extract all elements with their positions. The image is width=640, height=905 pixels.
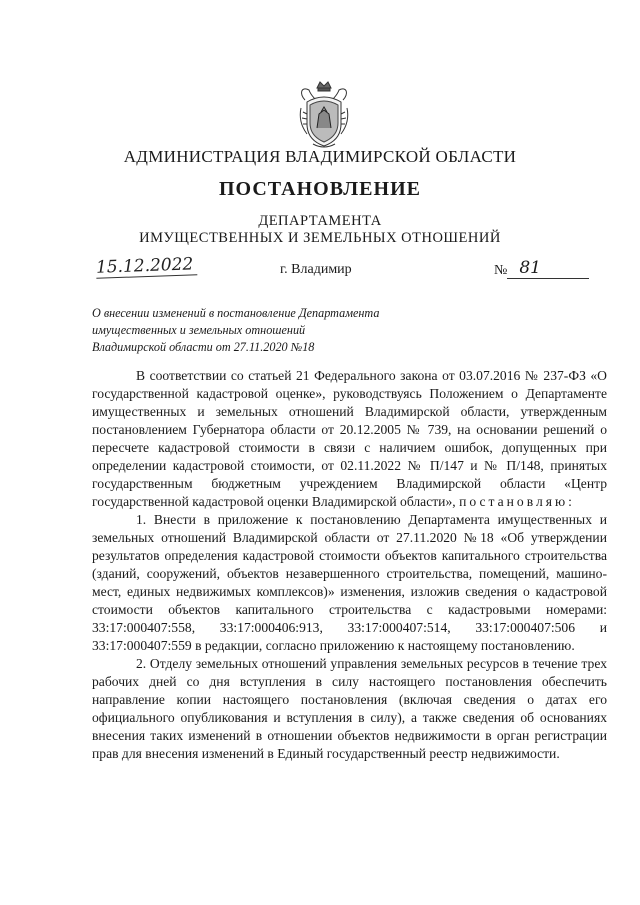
document-subject (92, 305, 412, 356)
document-body (92, 367, 607, 763)
number-sign: № (494, 263, 508, 278)
city-label: г. Владимир (280, 262, 352, 277)
handwritten-date: 15.12.2022 (96, 254, 198, 279)
resolve-word: постановляю: (459, 494, 575, 509)
preamble-text: В соответствии со статьей 21 Федерального закона от 03.07.2016 № 237-ФЗ «О государственной кадастровой оценке», руководствуясь Положением о Департаменте имущественных и земельных отношений Владимирской области, утвержденным постановлением Губернатора области от 20.12.2005 № 739, на основании решений о пересчете кадастровой стоимости в связи с наличием ошибок, допущенных при определении кадастровой стоимости, от 02.11.2022 № П/147 и № П/148, принятых государственным бюджетным учреждением Владимирской области «Центр государственной кадастровой оценки Владимирской области», (92, 368, 607, 509)
subject-line-3: Владимирской области от 27.11.2020 №18 (92, 340, 315, 354)
paragraph-item-2: 2. Отделу земельных отношений управления земельных ресурсов в течение трех рабочих дней со дня вступления в силу настоящего постановления обеспечить направление копии настоящего постановления (включая сведения о датах его официального опубликования и вступления в силу), а также сведения об основаниях внесения таких изменений в отношении объектов недвижимости в орган регистрации прав для внесения изменений в Единый государственный реестр недвижимости. (92, 656, 607, 761)
document-number (494, 258, 589, 279)
handwritten-number: 81 (507, 258, 589, 279)
paragraph-preamble (92, 367, 607, 511)
organization-title: АДМИНИСТРАЦИЯ ВЛАДИМИРСКОЙ ОБЛАСТИ (123, 147, 517, 166)
paragraph-item-1: 1. Внести в приложение к постановлению Департамента имущественных и земельных отношений Владимирской области от 27.11.2020 №18 «Об утверждении результатов определения кадастровой стоимости объектов капитального строительства (зданий, сооружений, объектов незавершенного строительства, помещений, машино-мест, единых недвижимых комплексов)» изменения, изложив сведения о кадастровой стоимости объектов капитального строительства с кадастровыми номерами: 33:17:000407:558, 33:17:000406:913, 33:17:000407:514, 33:17:000407:506 и 33:17:000407:559 в редакции, согласно приложению к настоящему постановлению. (92, 512, 607, 653)
coat-of-arms-emblem-icon (295, 78, 353, 150)
subject-line-2: имущественных и земельных отношений (92, 323, 306, 337)
subject-line-1: О внесении изменений в постановление Департамента (92, 306, 380, 320)
document-type-title: ПОСТАНОВЛЕНИЕ (219, 178, 421, 200)
department-line-2: ИМУЩЕСТВЕННЫХ И ЗЕМЕЛЬНЫХ ОТНОШЕНИЙ (139, 230, 501, 246)
department-line-1: ДЕПАРТАМЕНТА (258, 213, 382, 229)
